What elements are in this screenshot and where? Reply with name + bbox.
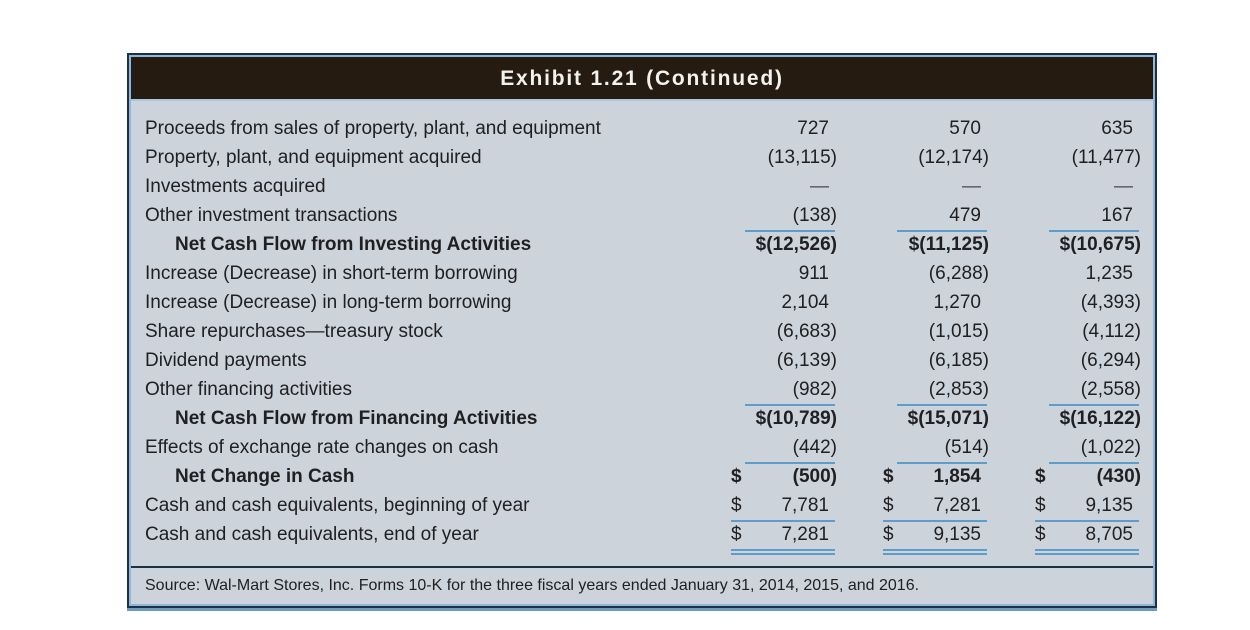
num-box (1035, 118, 1141, 140)
cell-value: (430) (1096, 465, 1141, 487)
table-row (131, 346, 1153, 375)
dollar-sign: $ (731, 465, 742, 487)
num-box (731, 466, 837, 488)
value-cell (837, 292, 989, 314)
cell-value: 570 (949, 117, 981, 139)
dollar-sign: $ (1035, 465, 1046, 487)
value-cell (685, 437, 837, 459)
num-box (731, 147, 837, 169)
value-cell (685, 205, 837, 227)
value-cell (685, 524, 837, 546)
row-label: Effects of exchange rate changes on cash (145, 436, 499, 458)
value-cell (989, 524, 1141, 546)
num-box (883, 466, 989, 488)
num-box (883, 321, 989, 343)
num-box (883, 495, 989, 517)
cell-value: $(11,125) (908, 233, 989, 255)
table-row (131, 433, 1153, 462)
num-box (1035, 350, 1141, 372)
num-box (883, 292, 989, 314)
cell-value: (2,853) (928, 378, 989, 400)
value-cell (989, 205, 1141, 227)
row-label: Share repurchases—treasury stock (145, 320, 443, 342)
cell-value: (4,393) (1080, 291, 1141, 313)
cell-value: $(15,071) (907, 407, 989, 429)
value-cell (989, 263, 1141, 285)
num-box (883, 118, 989, 140)
cell-value: (6,139) (776, 349, 837, 371)
table-row (131, 317, 1153, 346)
cell-value: (442) (792, 436, 837, 458)
num-box (731, 321, 837, 343)
num-box (1035, 321, 1141, 343)
cell-value: $(16,122) (1059, 407, 1141, 429)
value-cell (837, 408, 989, 430)
value-cell (989, 466, 1141, 488)
num-box (731, 495, 837, 517)
value-cell (685, 118, 837, 140)
num-box (731, 176, 837, 198)
cell-value: (4,112) (1082, 320, 1141, 342)
num-box (1035, 205, 1141, 227)
value-cell (685, 379, 837, 401)
value-cell (685, 147, 837, 169)
num-box (883, 437, 989, 459)
row-label: Net Change in Cash (175, 465, 355, 487)
value-cell (685, 350, 837, 372)
value-cell (989, 176, 1141, 198)
exhibit-table (127, 53, 1157, 608)
table-row (131, 375, 1153, 404)
table-row (131, 404, 1153, 433)
cell-value: 7,281 (781, 523, 829, 545)
row-label: Cash and cash equivalents, end of year (145, 523, 479, 545)
num-box (883, 408, 989, 430)
cell-value: (138) (792, 204, 837, 226)
cell-value: (1,022) (1080, 436, 1141, 458)
cell-value: (13,115) (767, 146, 837, 168)
cell-value: 1,235 (1085, 262, 1133, 284)
table-body (131, 101, 1153, 566)
row-label: Net Cash Flow from Financing Activities (175, 407, 538, 429)
value-cell (685, 176, 837, 198)
table-row (131, 491, 1153, 520)
num-box (883, 263, 989, 285)
cell-value: (1,015) (928, 320, 989, 342)
row-label: Increase (Decrease) in long-term borrowing (145, 291, 512, 313)
cell-value: (12,174) (918, 146, 989, 168)
table-row (131, 259, 1153, 288)
num-box (1035, 379, 1141, 401)
value-cell (989, 147, 1141, 169)
num-box (731, 292, 837, 314)
value-cell (837, 466, 989, 488)
value-cell (989, 292, 1141, 314)
row-label: Other financing activities (145, 378, 352, 400)
table-row (131, 462, 1153, 491)
value-cell (685, 408, 837, 430)
cell-value: 167 (1101, 204, 1133, 226)
cell-value: — (810, 175, 829, 197)
value-cell (837, 321, 989, 343)
num-box (1035, 495, 1141, 517)
row-label: Other investment transactions (145, 204, 398, 226)
num-box (1035, 524, 1141, 546)
value-cell (685, 234, 837, 256)
table-row (131, 172, 1153, 201)
table-row (131, 230, 1153, 259)
row-label: Proceeds from sales of property, plant, and equipment (145, 117, 601, 139)
num-box (1035, 408, 1141, 430)
value-cell (685, 292, 837, 314)
value-cell (989, 350, 1141, 372)
value-cell (837, 147, 989, 169)
value-cell (989, 234, 1141, 256)
cell-value: 727 (797, 117, 829, 139)
num-box (731, 408, 837, 430)
cell-value: $(10,675) (1059, 233, 1141, 255)
dollar-sign: $ (1035, 494, 1046, 516)
cell-value: (500) (792, 465, 837, 487)
value-cell (837, 118, 989, 140)
num-box (1035, 466, 1141, 488)
cell-value: (6,294) (1080, 349, 1141, 371)
num-box (731, 350, 837, 372)
num-box (731, 118, 837, 140)
dollar-sign: $ (731, 523, 742, 545)
value-cell (837, 379, 989, 401)
value-cell (837, 263, 989, 285)
cell-value: 9,135 (933, 523, 981, 545)
source-note: Source: Wal-Mart Stores, Inc. Forms 10-K for the three fiscal years ended January 31, 2014, 2015, and 2016. (131, 566, 1153, 604)
cell-value: 9,135 (1085, 494, 1133, 516)
cell-value: 2,104 (781, 291, 829, 313)
cell-value: (982) (792, 378, 837, 400)
num-box (731, 524, 837, 546)
value-cell (685, 466, 837, 488)
num-box (883, 176, 989, 198)
row-label: Property, plant, and equipment acquired (145, 146, 482, 168)
table-row (131, 520, 1153, 549)
table-row (131, 288, 1153, 317)
num-box (883, 524, 989, 546)
value-cell (837, 234, 989, 256)
row-label: Increase (Decrease) in short-term borrowing (145, 262, 518, 284)
table-row (131, 143, 1153, 172)
num-box (1035, 263, 1141, 285)
cell-value: (11,477) (1071, 146, 1141, 168)
value-cell (989, 321, 1141, 343)
exhibit-inner-frame (129, 55, 1155, 606)
num-box (1035, 147, 1141, 169)
cell-value: 8,705 (1085, 523, 1133, 545)
table-row (131, 201, 1153, 230)
value-cell (837, 350, 989, 372)
dollar-sign: $ (731, 494, 742, 516)
cell-value: (6,185) (928, 349, 989, 371)
value-cell (989, 379, 1141, 401)
value-cell (837, 205, 989, 227)
num-box (731, 205, 837, 227)
cell-value: $(12,526) (755, 233, 837, 255)
cell-value: 7,281 (933, 494, 981, 516)
dollar-sign: $ (883, 494, 894, 516)
table-row (131, 114, 1153, 143)
cell-value: (514) (944, 436, 989, 458)
value-cell (685, 263, 837, 285)
cell-value: — (962, 175, 981, 197)
value-cell (989, 495, 1141, 517)
num-box (883, 147, 989, 169)
num-box (731, 379, 837, 401)
cell-value: 1,854 (933, 465, 981, 487)
cell-value: (2,558) (1080, 378, 1141, 400)
dollar-sign: $ (1035, 523, 1046, 545)
num-box (731, 234, 837, 256)
num-box (1035, 234, 1141, 256)
exhibit-title: Exhibit 1.21 (Continued) (131, 57, 1153, 101)
cell-value: 1,270 (933, 291, 981, 313)
cell-value: 911 (798, 262, 829, 284)
value-cell (989, 118, 1141, 140)
num-box (731, 437, 837, 459)
cell-value: (6,288) (928, 262, 989, 284)
cell-value: (6,683) (776, 320, 837, 342)
value-cell (837, 176, 989, 198)
num-box (883, 350, 989, 372)
cell-value: 635 (1101, 117, 1133, 139)
row-label: Net Cash Flow from Investing Activities (175, 233, 532, 255)
value-cell (837, 495, 989, 517)
num-box (883, 234, 989, 256)
row-label: Cash and cash equivalents, beginning of year (145, 494, 530, 516)
value-cell (837, 437, 989, 459)
dollar-sign: $ (883, 523, 894, 545)
value-cell (837, 524, 989, 546)
dollar-sign: $ (883, 465, 894, 487)
cell-value: — (1114, 175, 1133, 197)
row-label: Investments acquired (145, 175, 326, 197)
num-box (883, 379, 989, 401)
num-box (883, 205, 989, 227)
num-box (1035, 176, 1141, 198)
value-cell (685, 321, 837, 343)
value-cell (989, 437, 1141, 459)
value-cell (685, 495, 837, 517)
value-cell (989, 408, 1141, 430)
num-box (731, 263, 837, 285)
num-box (1035, 437, 1141, 459)
cell-value: 479 (949, 204, 981, 226)
num-box (1035, 292, 1141, 314)
row-label: Dividend payments (145, 349, 307, 371)
cell-value: 7,781 (781, 494, 829, 516)
cell-value: $(10,789) (755, 407, 837, 429)
